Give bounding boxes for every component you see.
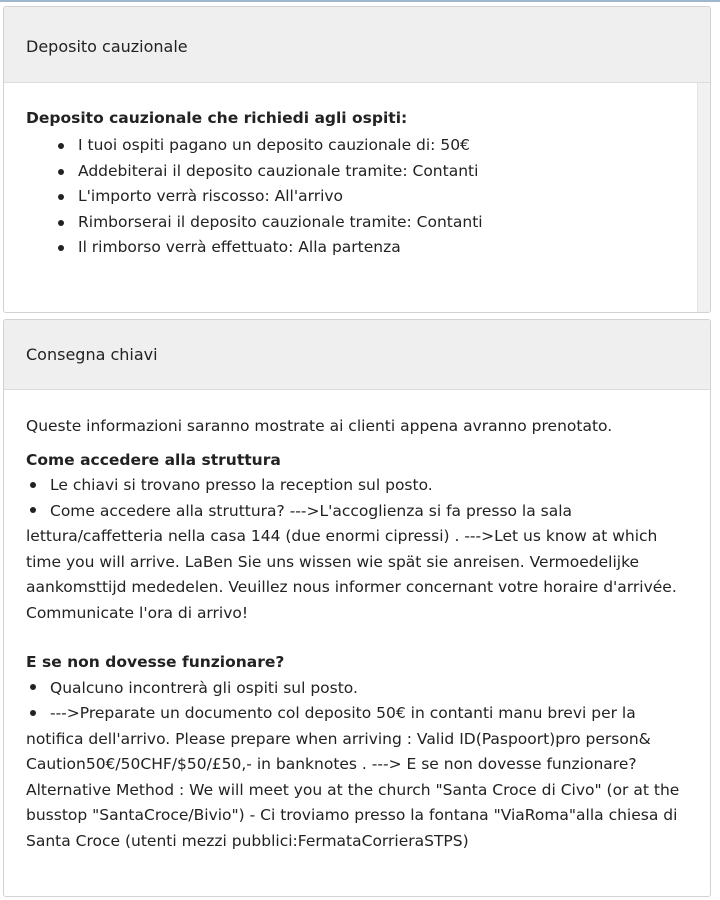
deposit-list <box>26 133 710 261</box>
deposit-item-refund-time: Il rimborso verrà effettuato: Alla partenza <box>58 235 710 261</box>
fallback-item-text: --->Preparate un documento col deposito 50€ in contanti manu brevi per la notifica dell'arrivo. Please prepare when arriving : Valid ID(Paspoort)pro person& Caution50€/50CHF/$50/£50,- in banknotes . ---> E se non dovesse funzionare? Alternative Method : We will meet you at the church "Santa Croce di Civo" (or at the busstop "SantaCroce/Bivio") - Ci troviamo presso la fontana "ViaRoma"alla chiesa di Santa Croce (utenti mezzi pubblici:FermataCorrieraSTPS) <box>26 704 680 850</box>
deposit-panel <box>3 6 711 313</box>
fallback-item-text: Qualcuno incontrerà gli ospiti sul posto. <box>50 678 358 697</box>
spacer <box>26 626 686 650</box>
key-intro-text: Queste informazioni saranno mostrate ai clienti appena avranno prenotato. <box>26 417 613 435</box>
bullet-icon <box>30 684 36 690</box>
deposit-scrollbar[interactable] <box>697 83 710 312</box>
fallback-item <box>26 701 686 854</box>
bullet-icon <box>30 710 36 716</box>
deposit-item-collection-time: L'importo verrà riscosso: All'arrivo <box>58 184 710 210</box>
top-border <box>0 0 720 2</box>
bullet-icon <box>30 482 36 488</box>
deposit-item-charge-method: Addebiterai il deposito cauzionale tramite: Contanti <box>58 159 710 185</box>
access-item-text: Come accedere alla struttura? --->L'accoglienza si fa presso la sala lettura/caffetteria nella casa 144 (due enormi cipressi) . --->Let us know at which time you will arrive. LaBen Sie uns wissen wie spät sie anreisen. Vermoedelijke aankomsttijd mededelen. Veuillez nous informer concernant votre horaire d'arrivée. Communicate l'ora di arrivo! <box>26 501 677 622</box>
deposit-item-amount: I tuoi ospiti pagano un deposito cauzionale di: 50€ <box>58 133 710 159</box>
fallback-heading: E se non dovesse funzionare? <box>26 653 285 671</box>
deposit-panel-body <box>4 83 710 261</box>
access-heading: Come accedere alla struttura <box>26 450 281 469</box>
access-item-text: Le chiavi si trovano presso la reception sul posto. <box>50 476 433 494</box>
key-collection-panel <box>3 319 711 897</box>
fallback-item <box>26 676 686 702</box>
deposit-item-refund-method: Rimborserai il deposito cauzionale tramite: Contanti <box>58 210 710 236</box>
bullet-icon <box>30 507 36 513</box>
key-collection-panel-title: Consegna chiavi <box>4 320 710 390</box>
deposit-subtitle: Deposito cauzionale che richiedi agli ospiti: <box>26 109 408 127</box>
access-item <box>26 499 686 627</box>
deposit-panel-title: Deposito cauzionale <box>4 7 710 83</box>
key-collection-body <box>4 390 710 854</box>
access-item <box>26 473 686 499</box>
